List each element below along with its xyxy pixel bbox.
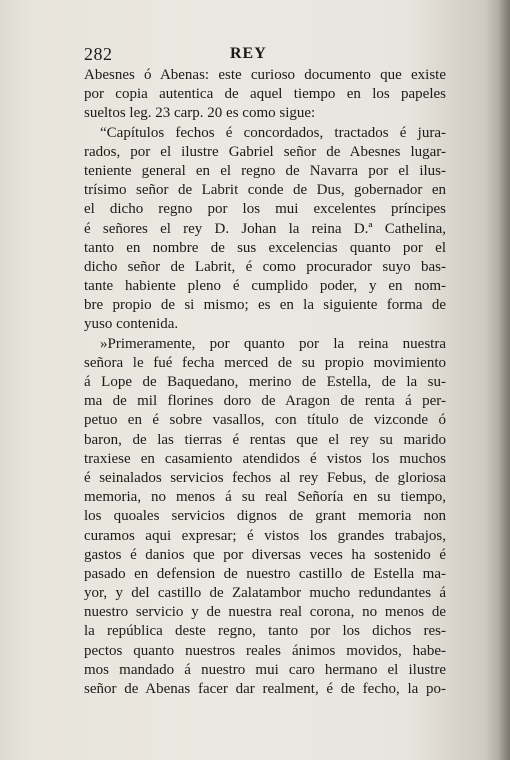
- text-line: rados, por el ilustre Gabriel señor de Abesnes lugar-: [84, 143, 446, 160]
- text-line: gastos é danios que por diversas veces ha sostenido é: [84, 546, 446, 563]
- page-number: 282: [84, 44, 113, 64]
- text-line: »Primeramente, por quanto por la reina nuestra: [100, 335, 446, 352]
- body-text: [84, 66, 446, 699]
- text-line: petuo en é sobre vasallos, con título de vizconde ó: [84, 412, 446, 429]
- text-line: por copia autentica de aquel tiempo en los papeles: [84, 86, 446, 103]
- text-line: teniente general en el regno de Navarra por el ilus-: [84, 162, 446, 179]
- text-line: pasado en defension de nuestro castillo de Estella ma-: [84, 565, 446, 582]
- text-line: curamos aqui expresar; é vistos los grandes trabajos,: [84, 527, 446, 544]
- text-line: tante habiente pleno é cumplido poder, y en nom-: [84, 278, 446, 295]
- text-line: é seinalados servicios fechos al rey Febus, de gloriosa: [84, 469, 446, 486]
- text-line: tanto en nombre de sus excelencias quanto por el: [84, 239, 446, 256]
- page-header: [84, 44, 444, 66]
- running-head: REY: [230, 45, 267, 62]
- text-line: “Capítulos fechos é concordados, tractados é jura-: [100, 124, 446, 141]
- text-line: la república deste regno, tanto por los dichos res-: [84, 623, 446, 640]
- page-gutter-shadow: [498, 0, 510, 760]
- text-line: los quoales servicios dignos de grant memoria non: [84, 508, 446, 525]
- text-line: ma de mil florines doro de Aragon de renta á per-: [84, 393, 446, 410]
- text-line: señor de Abenas facer dar realment, é de fecho, la po-: [84, 681, 446, 697]
- text-line: sueltos leg. 23 carp. 20 es como sigue:: [84, 105, 316, 122]
- text-line: yor, y del castillo de Zalatambor mucho redundantes á: [84, 585, 446, 602]
- text-line: bre propio de si mismo; es en la siguiente forma de: [84, 297, 446, 314]
- text-line: nuestro servicio y de nuestra real corona, no menos de: [84, 604, 446, 621]
- text-line: pectos quanto nuestros reales ánimos movidos, habe-: [84, 642, 446, 659]
- text-line: yuso contenida.: [84, 316, 179, 333]
- text-line: é señores el rey D. Johan la reina D.ª Cathelina,: [84, 220, 446, 237]
- text-line: Abesnes ó Abenas: este curioso documento que existe: [84, 67, 446, 83]
- text-line: baron, de las tierras é rentas que el rey su marido: [84, 431, 446, 448]
- text-line: mos mandado á nuestro mui caro hermano el ilustre: [84, 661, 446, 678]
- text-line: dicho señor de Labrit, é como procurador suyo bas-: [84, 258, 446, 275]
- text-line: traxiese en casamiento atendidos é vistos los muchos: [84, 450, 446, 467]
- text-line: el dicho regno por los mui excelentes príncipes: [84, 201, 446, 218]
- text-line: trísimo señor de Labrit conde de Dus, gobernador en: [84, 182, 446, 199]
- text-line: señora le fué fecha merced de su propio movimiento: [84, 354, 446, 371]
- text-line: á Lope de Baquedano, merino de Estella, de la su-: [84, 374, 446, 390]
- text-line: memoria, no menos á su real Señoría en su tiempo,: [84, 489, 446, 506]
